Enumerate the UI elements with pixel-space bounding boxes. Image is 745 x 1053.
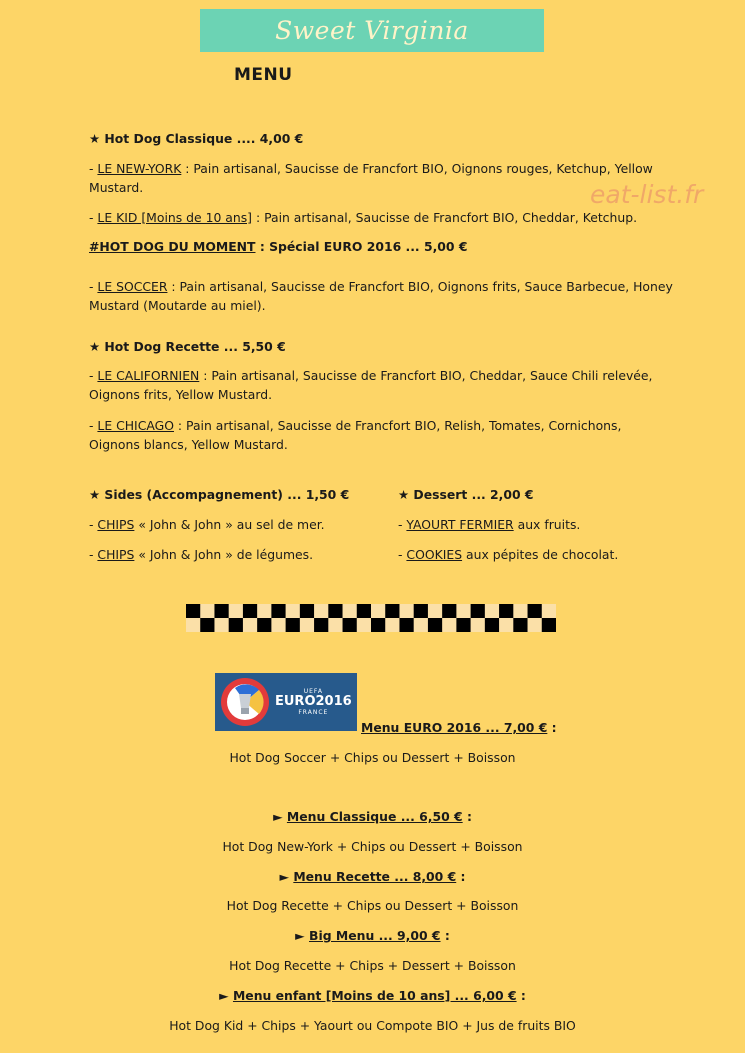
checker-square: [186, 604, 201, 618]
checker-square: [385, 604, 400, 618]
formule-desc-big: Hot Dog Recette + Chips + Dessert + Boisson: [229, 958, 516, 973]
checker-square: [371, 618, 386, 632]
checker-square: [528, 604, 543, 618]
item-name: LE KID [Moins de 10 ans]: [97, 210, 253, 225]
checker-square: [214, 618, 229, 632]
item-name: LE CHICAGO: [97, 418, 174, 433]
checker-square: [414, 604, 429, 618]
menu-item-cookies: - COOKIES aux pépites de chocolat.: [398, 547, 619, 562]
watermark: eat-list.fr: [590, 180, 704, 209]
brand-banner: [200, 9, 544, 52]
item-name: LE SOCCER: [97, 279, 168, 294]
checker-square: [300, 604, 315, 618]
formule-title-enfant: ► Menu enfant [Moins de 10 ans] ... 6,00 € :: [219, 988, 526, 1003]
menu-item-chips-sel: - CHIPS « John & John » au sel de mer.: [89, 517, 325, 532]
checker-square: [442, 604, 457, 618]
checker-square: [243, 604, 258, 618]
checker-square: [428, 604, 443, 618]
checker-square: [257, 604, 272, 618]
checker-square: [243, 618, 258, 632]
formule-title-recette: ► Menu Recette ... 8,00 € :: [279, 869, 466, 884]
checker-square: [542, 618, 556, 632]
checker-square: [499, 604, 514, 618]
formule-desc-classique: Hot Dog New-York + Chips ou Dessert + Boisson: [222, 839, 523, 854]
checker-square: [456, 604, 471, 618]
checker-square: [300, 618, 315, 632]
checker-square: [471, 604, 486, 618]
section-header-moment: #HOT DOG DU MOMENT : Spécial EURO 2016 ... 5,00 €: [89, 239, 468, 254]
checker-square: [328, 618, 343, 632]
checker-square: [286, 618, 301, 632]
checker-square: [271, 618, 286, 632]
checker-square: [357, 604, 372, 618]
section-header-dessert: ★ Dessert ... 2,00 €: [398, 487, 534, 502]
checker-square: [456, 618, 471, 632]
checker-square: [286, 604, 301, 618]
checker-square: [399, 618, 414, 632]
checker-square: [328, 604, 343, 618]
checker-square: [471, 618, 486, 632]
menu-item-yaourt: - YAOURT FERMIER aux fruits.: [398, 517, 581, 532]
menu-item-newyork: - LE NEW-YORK : Pain artisanal, Saucisse de Francfort BIO, Oignons rouges, Ketchup, Yellow: [89, 161, 653, 176]
menu-item-californien: - LE CALIFORNIEN : Pain artisanal, Saucisse de Francfort BIO, Cheddar, Sauce Chili relevée,: [89, 368, 653, 383]
checker-square: [428, 618, 443, 632]
formule-title-classique: ► Menu Classique ... 6,50 € :: [273, 809, 472, 824]
menu-item-kid: - LE KID [Moins de 10 ans] : Pain artisanal, Saucisse de Francfort BIO, Cheddar, Ketchup.: [89, 210, 638, 225]
section-header-classique: ★ Hot Dog Classique .... 4,00 €: [89, 131, 304, 146]
formule-desc-euro: Hot Dog Soccer + Chips ou Dessert + Boisson: [229, 750, 516, 765]
formule-desc-recette: Hot Dog Recette + Chips ou Dessert + Boisson: [226, 898, 519, 913]
checker-square: [513, 618, 528, 632]
item-name: LE NEW-YORK: [97, 161, 182, 176]
menu-item-chicago: - LE CHICAGO : Pain artisanal, Saucisse de Francfort BIO, Relish, Tomates, Cornichons,: [89, 418, 622, 433]
checker-square: [485, 604, 500, 618]
checker-square: [385, 618, 400, 632]
checker-square: [513, 604, 528, 618]
checker-square: [399, 604, 414, 618]
checker-square: [542, 604, 556, 618]
menu-item-soccer: - LE SOCCER : Pain artisanal, Saucisse de Francfort BIO, Oignons frits, Sauce Barbecue, Honey: [89, 279, 673, 294]
checkered-divider: [186, 604, 556, 632]
formule-desc-enfant: Hot Dog Kid + Chips + Yaourt ou Compote BIO + Jus de fruits BIO: [169, 1018, 576, 1033]
checker-square: [229, 618, 244, 632]
item-name: LE CALIFORNIEN: [97, 368, 200, 383]
checker-square: [214, 604, 229, 618]
checker-square: [528, 618, 543, 632]
euro2016-logo: UEFA EURO2016 FRANCE: [215, 673, 357, 731]
checker-square: [200, 618, 215, 632]
checker-square: [200, 604, 215, 618]
menu-item-soccer-cont: Mustard (Moutarde au miel).: [89, 298, 266, 313]
section-header-recette: ★ Hot Dog Recette ... 5,50 €: [89, 339, 286, 354]
formule-title-big: ► Big Menu ... 9,00 € :: [295, 928, 450, 943]
checker-square: [257, 618, 272, 632]
checker-square: [186, 618, 201, 632]
checker-square: [357, 618, 372, 632]
menu-item-californien-cont: Oignons frits, Yellow Mustard.: [89, 387, 273, 402]
checker-square: [271, 604, 286, 618]
checker-square: [414, 618, 429, 632]
menu-item-newyork-cont: Mustard.: [89, 180, 144, 195]
checker-square: [314, 604, 329, 618]
checker-square: [229, 604, 244, 618]
checker-square: [371, 604, 386, 618]
checker-square: [343, 618, 358, 632]
checker-square: [442, 618, 457, 632]
page-title: MENU: [234, 65, 293, 85]
checker-square: [485, 618, 500, 632]
checker-square: [343, 604, 358, 618]
formule-title-euro: Menu EURO 2016 ... 7,00 € :: [361, 720, 557, 735]
trophy-icon: [219, 676, 271, 728]
menu-item-chicago-cont: Oignons blancs, Yellow Mustard.: [89, 437, 288, 452]
section-header-sides: ★ Sides (Accompagnement) ... 1,50 €: [89, 487, 350, 502]
checker-square: [499, 618, 514, 632]
menu-item-chips-legumes: - CHIPS « John & John » de légumes.: [89, 547, 314, 562]
brand-title: Sweet Virginia: [275, 16, 469, 45]
checker-square: [314, 618, 329, 632]
